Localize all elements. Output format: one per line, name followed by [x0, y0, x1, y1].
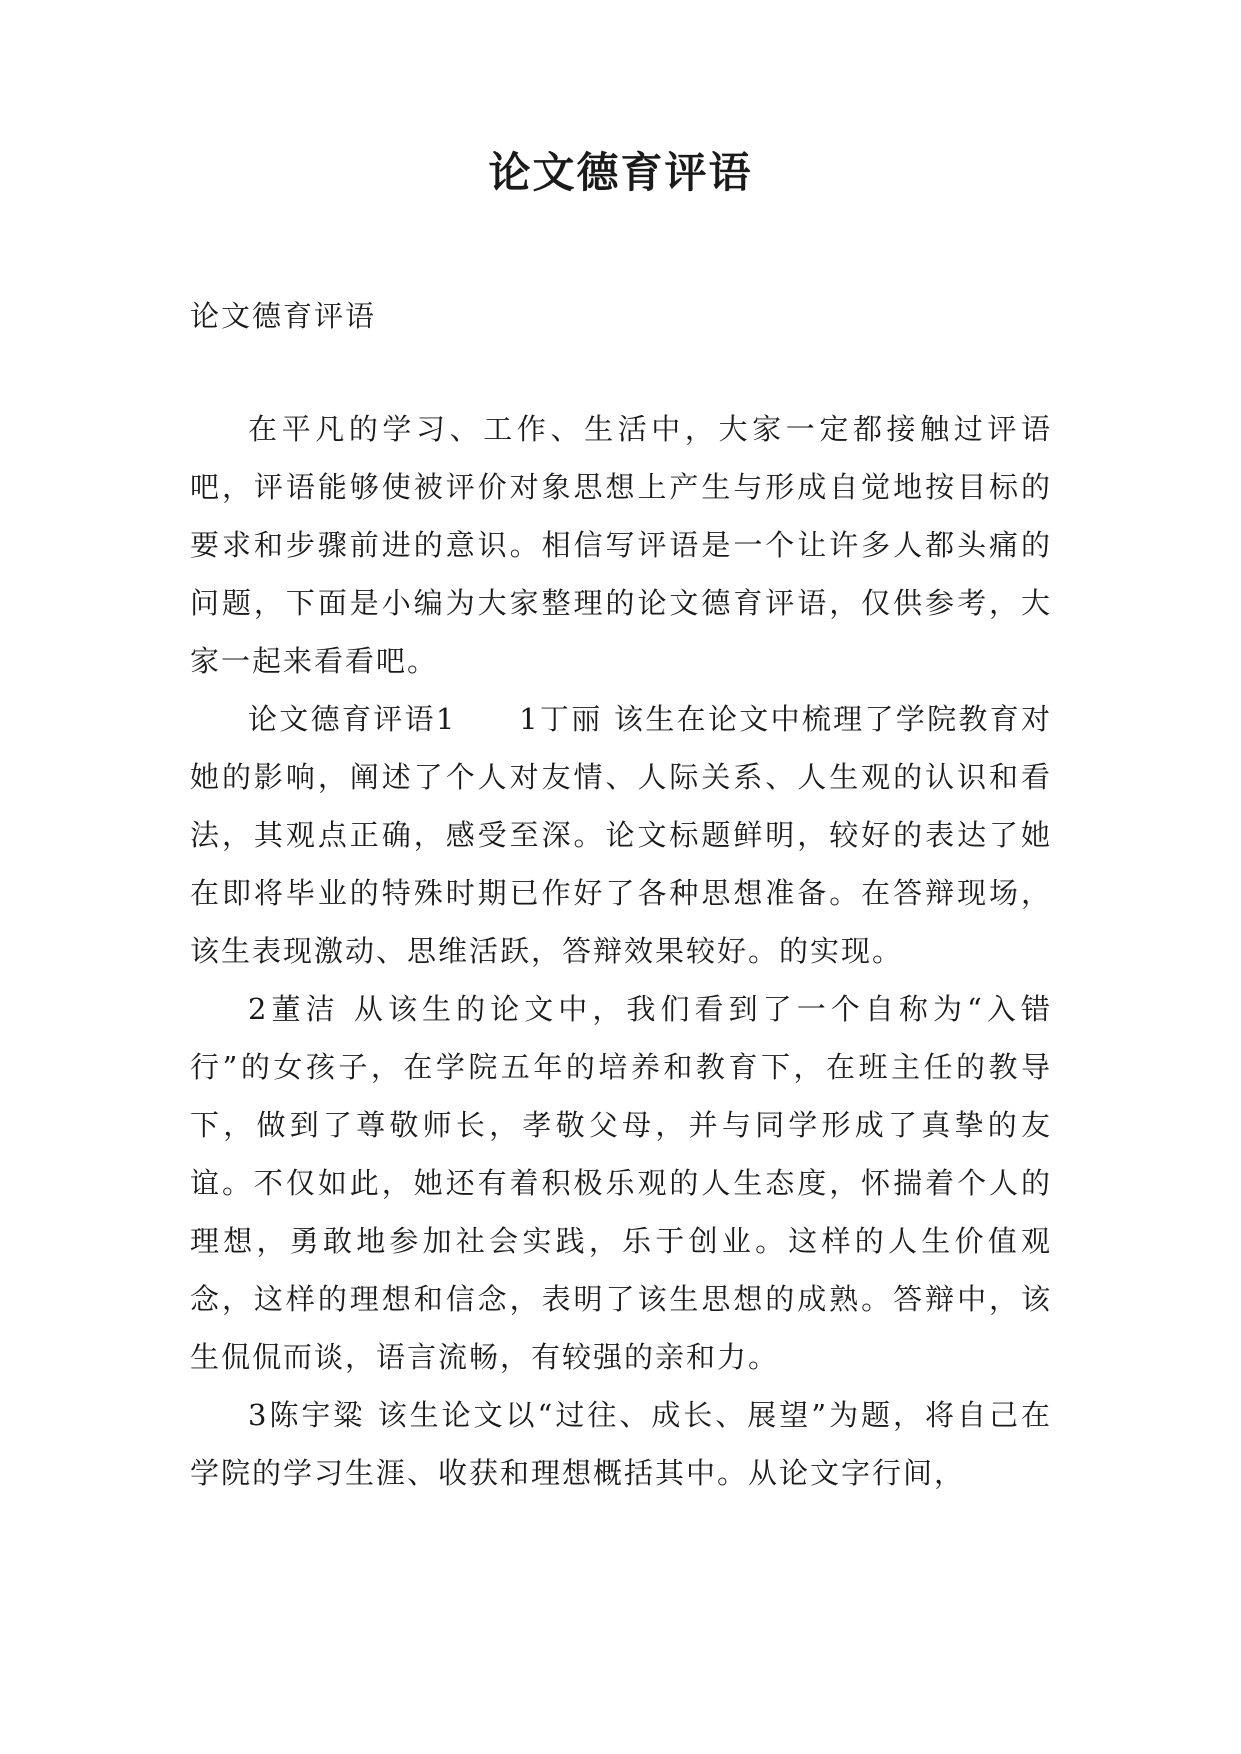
- document-title: 论文德育评语: [488, 148, 753, 197]
- comment-paragraph-2: 2董洁 从该生的论文中，我们看到了一个自称为“入错行”的女孩子，在学院五年的培养和教育下，在班主任的教导下，做到了尊敬师长，孝敬父母，并与同学形成了真挚的友谊。不仅如此，她还有着积极乐观的人生态度，怀揣着个人的理想，勇敢地参加社会实践，乐于创业。这样的人生价值观念，这样的理想和信念，表明了该生思想的成熟。答辩中，该生侃侃而谈，语言流畅，有较强的亲和力。: [190, 992, 1052, 1374]
- document-body: [190, 400, 1052, 1502]
- comment-paragraph-3: 3陈宇粱 该生论文以“过往、成长、展望”为题，将自己在学院的学习生涯、收获和理想概括其中。从论文字行间，: [190, 1398, 1052, 1490]
- document-subtitle: 论文德育评语: [190, 299, 377, 333]
- intro-paragraph: 在平凡的学习、工作、生活中，大家一定都接触过评语吧，评语能够使被评价对象思想上产生与形成自觉地按目标的要求和步骤前进的意识。相信写评语是一个让许多人都头痛的问题，下面是小编为大家整理的论文德育评语，仅供参考，大家一起来看看吧。: [190, 412, 1052, 678]
- comment-paragraph-1: 论文德育评语1 1丁丽 该生在论文中梳理了学院教育对她的影响，阐述了个人对友情、人际关系、人生观的认识和看法，其观点正确，感受至深。论文标题鲜明，较好的表达了她在即将毕业的特殊时期已作好了各种思想准备。在答辩现场，该生表现激动、思维活跃，答辩效果较好。的实现。: [190, 702, 1052, 968]
